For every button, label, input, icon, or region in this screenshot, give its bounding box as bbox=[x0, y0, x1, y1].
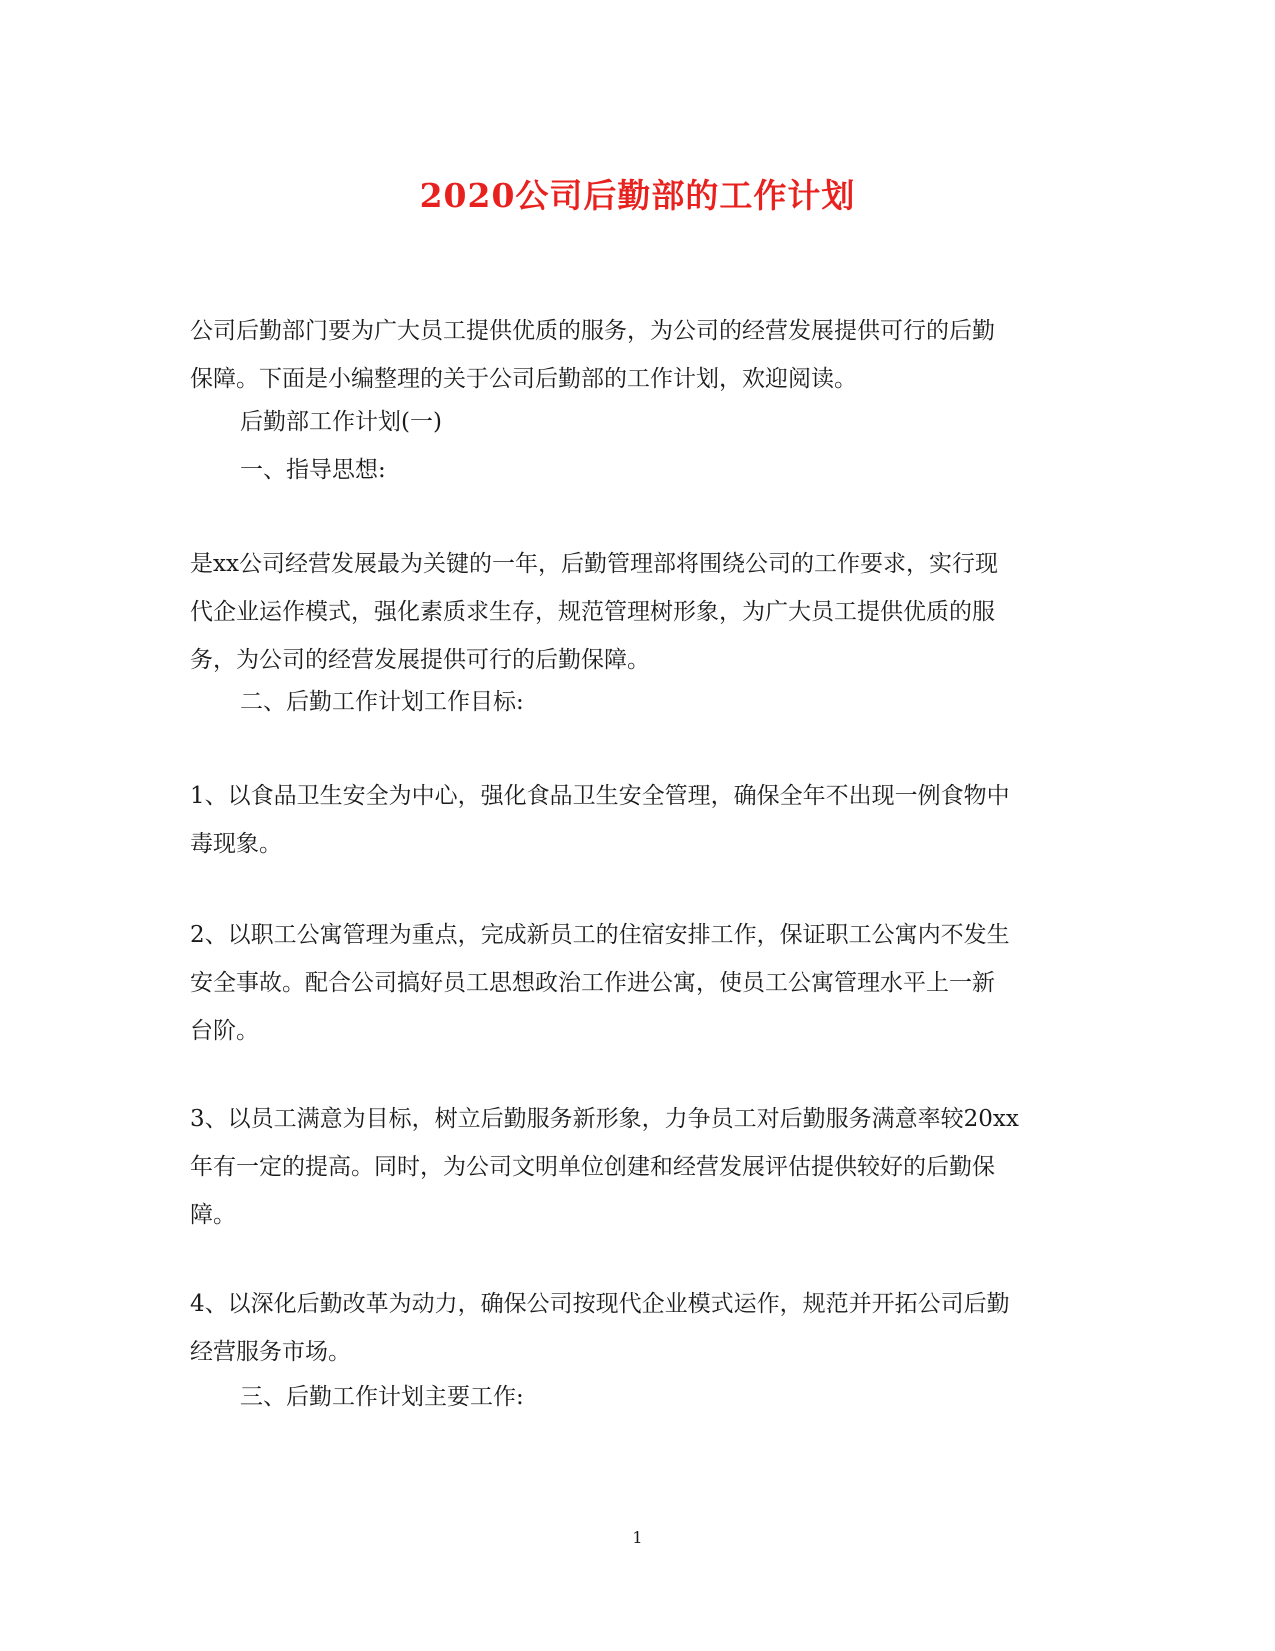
section-2-heading: 二、后勤工作计划工作目标: bbox=[240, 689, 524, 715]
intro-line-2: 保障。下面是小编整理的关于公司后勤部的工作计划，欢迎阅读。 bbox=[190, 366, 857, 392]
goal-1-line-1: 1、以食品卫生安全为中心，强化食品卫生安全管理，确保全年不出现一例食物中 bbox=[190, 783, 1010, 809]
section-1-line-3: 务，为公司的经营发展提供可行的后勤保障。 bbox=[190, 647, 650, 673]
goal-4 bbox=[190, 1280, 1080, 1376]
goal-4-line-2: 经营服务市场。 bbox=[190, 1339, 351, 1365]
section-1-line-1: 是xx公司经营发展最为关键的一年，后勤管理部将围绕公司的工作要求，实行现 bbox=[190, 551, 998, 577]
intro-paragraph bbox=[190, 307, 1080, 403]
goal-1-line-2: 毒现象。 bbox=[190, 831, 282, 857]
section-1-heading: 一、指导思想: bbox=[240, 457, 386, 483]
goal-3-line-1: 3、以员工满意为目标，树立后勤服务新形象，力争员工对后勤服务满意率较20xx bbox=[190, 1106, 1019, 1132]
goal-3 bbox=[190, 1095, 1080, 1239]
section-1-body bbox=[190, 540, 1080, 684]
goal-1 bbox=[190, 772, 1080, 868]
goal-3-line-3: 障。 bbox=[190, 1202, 236, 1228]
goal-2-line-1: 2、以职工公寓管理为重点，完成新员工的住宿安排工作，保证职工公寓内不发生 bbox=[190, 922, 1010, 948]
intro-line-1: 公司后勤部门要为广大员工提供优质的服务，为公司的经营发展提供可行的后勤 bbox=[190, 318, 995, 344]
section-1-line-2: 代企业运作模式，强化素质求生存，规范管理树形象，为广大员工提供优质的服 bbox=[190, 599, 995, 625]
goal-2-line-3: 台阶。 bbox=[190, 1018, 259, 1044]
goal-4-line-1: 4、以深化后勤改革为动力，确保公司按现代企业模式运作，规范并开拓公司后勤 bbox=[190, 1291, 1010, 1317]
goal-3-line-2: 年有一定的提高。同时，为公司文明单位创建和经营发展评估提供较好的后勤保 bbox=[190, 1154, 995, 1180]
page-number: 1 bbox=[632, 1528, 643, 1547]
plan-heading: 后勤部工作计划(一) bbox=[240, 409, 442, 435]
document-title: 2020公司后勤部的工作计划 bbox=[419, 176, 856, 215]
section-3-heading: 三、后勤工作计划主要工作: bbox=[240, 1384, 524, 1410]
goal-2 bbox=[190, 911, 1080, 1055]
goal-2-line-2: 安全事故。配合公司搞好员工思想政治工作进公寓，使员工公寓管理水平上一新 bbox=[190, 970, 995, 996]
